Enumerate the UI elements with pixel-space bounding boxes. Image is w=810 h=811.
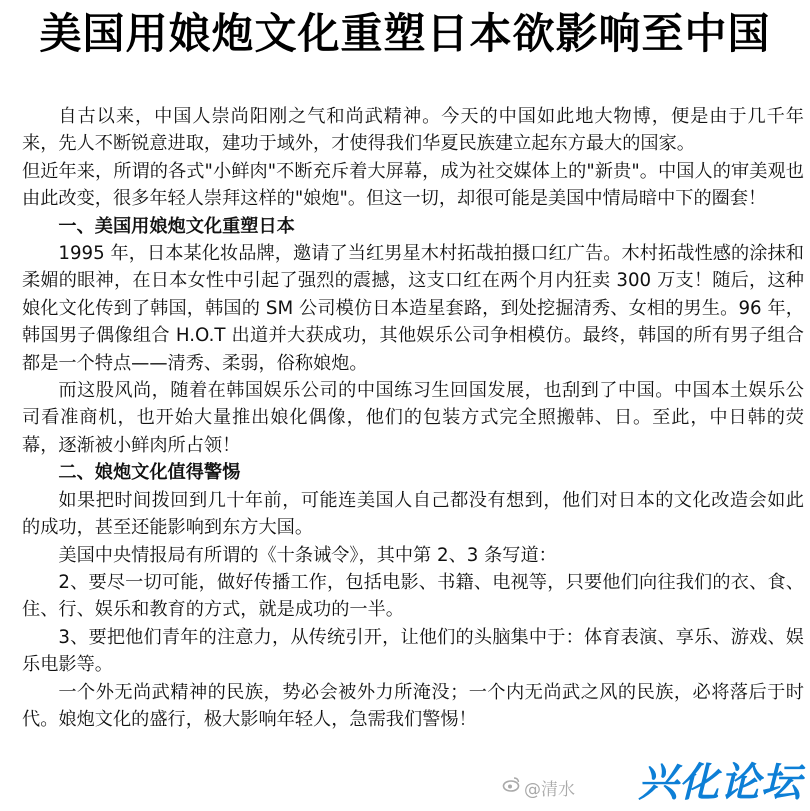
paragraph-recent-trend: 但近年来，所谓的各式"小鲜肉"不断充斥着大屏幕，成为社交媒体上的"新贵"。中国人的审美观也由此改变，很多年轻人崇拜这样的"娘炮"。但这一切，却很可能是美国中情局暗中下的圈套！ xyxy=(22,160,804,210)
paragraph-1995-lipstick: 1995 年，日本某化妆品牌，邀请了当红男星木村拓哉拍摄口红广告。木村拓哉性感的涂抹和柔媚的眼神，在日本女性中引起了强烈的震撼，这支口红在两个月内狂卖 300 万支！随后，这种娘化文化传到了韩国，韩国的 SM 公司模仿日本造星套路，到处挖掘清秀、女相的男生。96 年，韩国男子偶像组合 H.O.T 出道并大获成功，其他娱乐公司争相模仿。最终，韩国的所有男子组合都是一个特点——清秀、柔弱，俗称娘炮。 xyxy=(22,243,804,374)
paragraph-item-2: 2、要尽一切可能，做好传播工作，包括电影、书籍、电视等，只要他们向往我们的衣、食、住、行、娱乐和教育的方式，就是成功的一半。 xyxy=(22,571,804,621)
paragraph-item-3: 3、要把他们青年的注意力，从传统引开，让他们的头脑集中于：体育表演、享乐、游戏、娱乐电影等。 xyxy=(22,626,804,676)
weibo-handle: @清水 xyxy=(524,780,575,800)
forum-logo: 兴化论坛 xyxy=(638,760,802,806)
paragraph-spread-to-china: 而这股风尚，随着在韩国娱乐公司的中国练习生回国发展，也刮到了中国。中国本土娱乐公司看准商机，也开始大量推出娘化偶像，他们的包装方式完全照搬韩、日。至此，中日韩的荧幕，逐渐被小鲜肉所占领！ xyxy=(22,380,804,456)
watermark xyxy=(502,759,802,807)
section-heading-1: 一、美国用娘炮文化重塑日本 xyxy=(58,215,295,237)
paragraph-conclusion: 一个外无尚武精神的民族，势必会被外力所淹没；一个内无尚武之风的民族，必将落后于时代。娘炮文化的盛行，极大影响年轻人，急需我们警惕！ xyxy=(22,681,804,730)
weibo-icon xyxy=(502,776,520,792)
section-heading-2: 二、娘炮文化值得警惕 xyxy=(58,462,241,484)
paragraph-intro: 自古以来，中国人崇尚阳刚之气和尚武精神。今天的中国如此地大物博，便是由于几千年来，先人不断锐意进取，建功于域外，才使得我们华夏民族建立起东方最大的国家。 xyxy=(22,106,804,155)
paragraph-decades-ago: 如果把时间拨回到几十年前，可能连美国人自己都没有想到，他们对日本的文化改造会如此的成功，甚至还能影响到东方大国。 xyxy=(22,489,804,539)
paragraph-cia-commandments: 美国中央情报局有所谓的《十条诫令》，其中第 2、3 条写道： xyxy=(58,544,557,566)
article-body xyxy=(22,103,804,733)
page-title: 美国用娘炮文化重塑日本欲影响至中国 xyxy=(39,9,771,58)
